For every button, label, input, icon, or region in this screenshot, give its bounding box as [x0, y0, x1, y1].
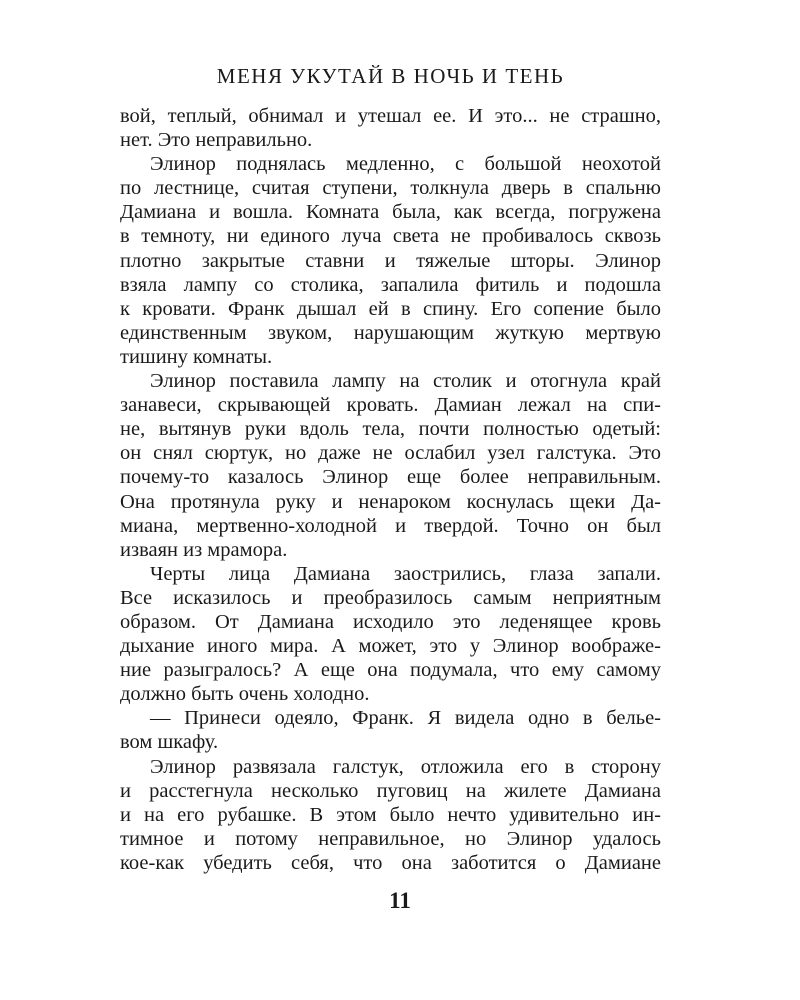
text-line: не, вытянув руки вдоль тела, почти полностью одетый: — [120, 418, 661, 441]
text-line: Все исказилось и преобразилось самым неприятным — [120, 586, 661, 609]
text-line: миана, мертвенно-холодной и твердой. Точно он был — [120, 514, 661, 537]
text-line: Элинор поднялась медленно, с большой неохотой — [150, 153, 661, 176]
text-line: Она протянула руку и ненароком коснулась щеки Да- — [120, 490, 661, 513]
text-line: плотно закрытые ставни и тяжелые шторы. Элинор — [120, 249, 661, 272]
text-line: занавеси, скрывающей кровать. Дамиан лежал на спи- — [120, 394, 661, 417]
text-line: и расстегнула несколько пуговиц на жилете Дамиана — [120, 779, 661, 802]
text-line: он снял сюртук, но даже не ослабил узел галстука. Это — [120, 442, 661, 465]
text-line: кое-как убедить себя, что она заботится о Дамиане — [120, 851, 661, 874]
text-line: взяла лампу со столика, запалила фитиль и подошла — [120, 273, 661, 296]
text-line: — Принеси одеяло, Франк. Я видела одно в белье- — [150, 707, 661, 730]
text-block — [120, 104, 661, 875]
text-line: Черты лица Дамиана заострились, глаза запали. — [150, 562, 661, 585]
text-line: ние разыгралось? А еще она подумала, что ему самому — [120, 659, 661, 682]
body-text — [120, 104, 661, 875]
text-line: тимное и потому неправильное, но Элинор удалось — [120, 827, 661, 850]
book-page — [120, 62, 661, 875]
text-line: единственным звуком, нарушающим жуткую мертвую — [120, 321, 661, 344]
text-line: Элинор развязала галстук, отложила его в сторону — [150, 755, 661, 778]
text-line: вой, теплый, обнимал и утешал ее. И это... не страшно, — [120, 105, 661, 127]
text-line: и на его рубашке. В этом было нечто удивительно ин- — [120, 803, 661, 826]
text-line: изваян из мрамора. — [120, 538, 288, 561]
text-line: нет. Это неправильно. — [120, 129, 313, 152]
text-line: по лестнице, считая ступени, толкнула дверь в спальню — [120, 177, 661, 200]
text-line: Дамиана и вошла. Комната была, как всегда, погружена — [120, 201, 661, 224]
text-line: дыхание иного мира. А может, это у Элинор воображе- — [120, 635, 661, 658]
text-line: тишину комнаты. — [120, 345, 273, 368]
text-line: Элинор поставила лампу на столик и отогнула край — [150, 370, 661, 393]
text-line: почему-то казалось Элинор еще более неправильным. — [120, 466, 661, 489]
text-line: к кровати. Франк дышал ей в спину. Его сопение было — [120, 297, 661, 320]
text-line: в темноту, ни единого луча света не пробивалось сквозь — [120, 225, 661, 248]
page-number: 11 — [389, 888, 411, 913]
running-head: МЕНЯ УКУТАЙ В НОЧЬ И ТЕНЬ — [216, 64, 565, 88]
text-line: вом шкафу. — [120, 731, 219, 754]
text-line: должно быть очень холодно. — [120, 683, 370, 706]
text-line: образом. От Дамиана исходило это леденящее кровь — [120, 610, 661, 633]
